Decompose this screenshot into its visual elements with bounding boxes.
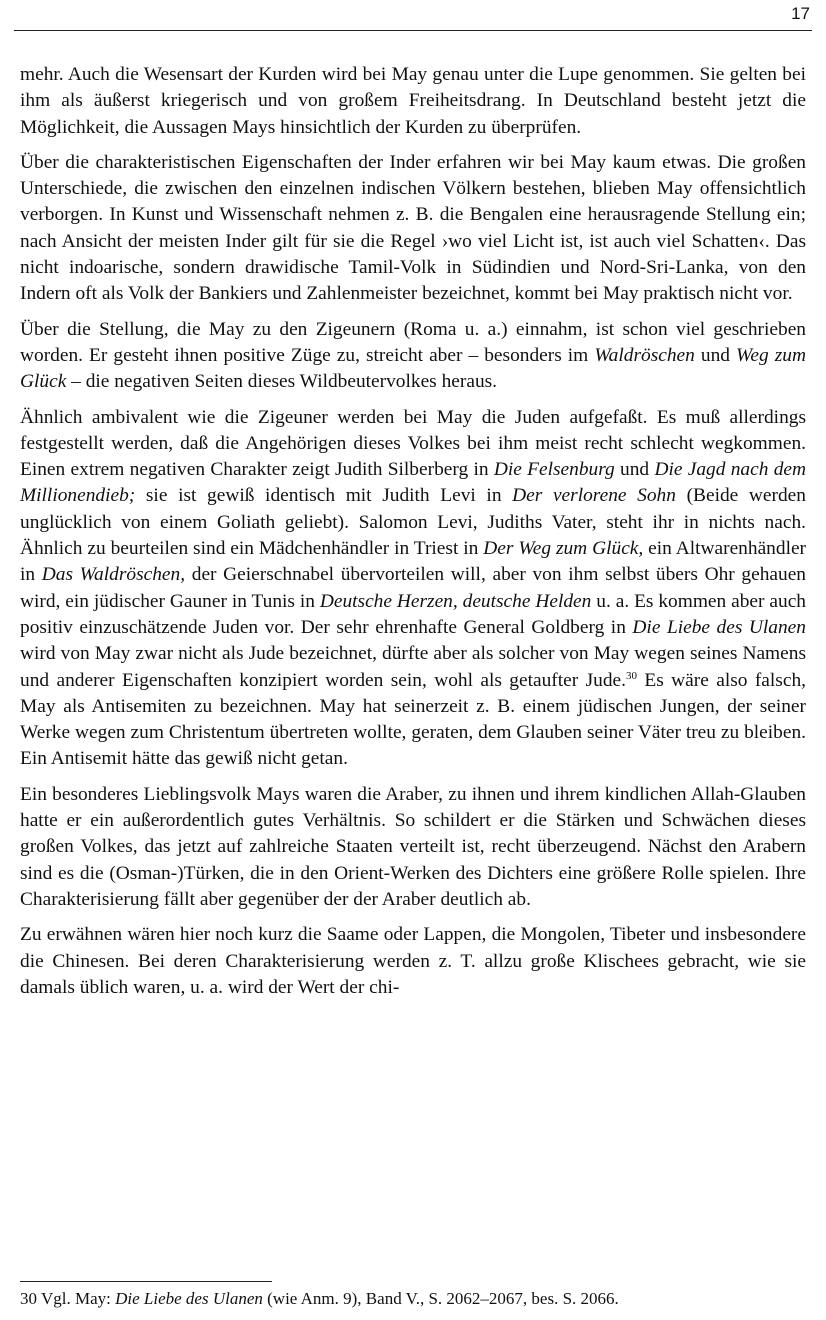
footnote-text-post: (wie Anm. 9), Band V., S. 2062–2067, bes. S. 2066. [262,1289,619,1308]
text-run: Ähnlich ambivalent wie die Zigeuner werden bei May die Juden aufgefaßt. Es muß allerdings festgestellt werden, daß die Angehörigen dieses Volkes bei ihm meist recht schlecht wegkommen. Einen extrem negativen Charakter zeigt Judith Silberberg in [20,406,806,481]
work-title: Das Waldröschen, [41,564,186,586]
footnote-rule [20,1281,272,1282]
work-title: Die Jagd nach dem Millionendieb; [20,459,807,507]
work-title: Die Felsenburg [493,459,615,481]
text-run: der Geierschnabel übervorteilen will, aber von ihm selbst übers Ohr gehauen wird, ein jüdischer Gauner in Tunis in [20,564,807,612]
text-run: wird von May zwar nicht als Jude bezeichnet, dürfte aber als solcher von May wegen seines Namens und anderer Eigenschaften konzipiert worden sein, wohl als getaufter Jude. [20,643,806,691]
text-run: Ein besonderes Lieblingsvolk Mays waren die Araber, zu ihnen und ihrem kindlichen Allah-Glauben hatte er ein außerordentlich gutes Verhältnis. So schildert er die Stärken und Schwächen dieses großen Volkes, das jetzt auf zahlreiche Staaten verteilt ist, recht überzeugend. Nächst den Arabern sind es die (Osman-)Türken, die in den Orient-Werken des Dichters eine größere Rolle spielen. Ihre Charakterisierung fällt aber gegenüber der der Araber deutlich ab. [20,783,806,910]
body-text [20,62,806,1010]
text-run: u. a. Es kommen aber auch positiv einzuschätzende Juden vor. Der sehr ehrenhafte General Goldberg in [20,590,806,638]
footnote-number: 30 [20,1289,37,1308]
paragraph [20,62,806,141]
page-number: 17 [791,4,810,23]
paragraph [20,317,806,396]
text-run: Über die Stellung, die May zu den Zigeunern (Roma u. a.) einnahm, ist schon viel geschrieben worden. Er gesteht ihnen positive Züge zu, streicht aber – besonders im [20,318,806,366]
footnote-text-pre: Vgl. May: [40,1289,116,1308]
text-run: – die negativen Seiten dieses Wildbeutervolkes heraus. [66,371,498,393]
text-run: und [614,459,655,481]
work-title: Deutsche Herzen, deutsche Helden [319,590,592,612]
work-title: Weg zum Glück [20,344,806,393]
header-rule [14,30,812,31]
text-run: Es wäre also falsch, May als Antisemiten zu bezeichnen. May hat seinerzeit z. B. einem jüdischen Jungen, der seiner Werke wegen zum Christentum übertreten wollte, geraten, dem Glauben seiner Väter treu zu bleiben. Ein Antisemit hätte das gewiß nicht getan. [20,669,806,770]
paragraph [20,405,806,773]
footnote-reference: 30 [626,669,637,682]
text-run: sie ist gewiß identisch mit Judith Levi in [135,485,513,507]
footnote [20,1288,806,1310]
text-run: Zu erwähnen wären hier noch kurz die Saame oder Lappen, die Mongolen, Tibeter und insbesondere die Chinesen. Bei deren Charakterisierung werden z. T. allzu große Klischees gebracht, wie sie damals üblich waren, u. a. wird der Wert der chi- [20,924,806,998]
text-run: und [694,344,737,366]
work-title: Der verlorene Sohn [512,485,676,507]
text-run: Über die charakteristischen Eigenschaften der Inder erfahren wir bei May kaum etwas. Die großen Unterschiede, die zwischen den einzelnen indischen Völkern bestehen, blieben May offensichtlich verborgen. In Kunst und Wissenschaft nehmen z. B. die Bengalen eine herausragende Stellung ein; nach Ansicht der meisten Inder gilt für sie die Regel ›wo viel Licht ist, ist auch viel Schatten‹. Das nicht indoarische, sondern drawidische Tamil-Volk in Südindien und Nord-Sri-Lanka, von den Indern oft als Volk der Bankiers und Zahlenmeister bezeichnet, kommt bei May praktisch nicht vor. [20,151,806,305]
text-run: mehr. Auch die Wesensart der Kurden wird bei May genau unter die Lupe genommen. Sie gelten bei ihm als äußerst kriegerisch und von großem Freiheitsdrang. In Deutschland besteht jetzt die Möglichkeit, die Aussagen Mays hinsichtlich der Kurden zu überprüfen. [20,64,806,138]
text-run: (Beide werden unglücklich von einem Goliath geliebt). Salomon Levi, Judiths Vater, steht ihr in nichts nach. Ähnlich zu beurteilen sind ein Mädchenhändler in Triest in [20,485,806,560]
paragraph [20,782,806,913]
text-run: ein Altwarenhändler in [20,538,807,586]
work-title: Der Weg zum Glück, [483,538,644,560]
paragraph [20,922,806,1001]
paragraph [20,150,806,308]
footnote-title: Die Liebe des Ulanen [115,1289,263,1308]
work-title: Waldröschen [594,344,695,366]
work-title: Die Liebe des Ulanen [632,616,806,638]
